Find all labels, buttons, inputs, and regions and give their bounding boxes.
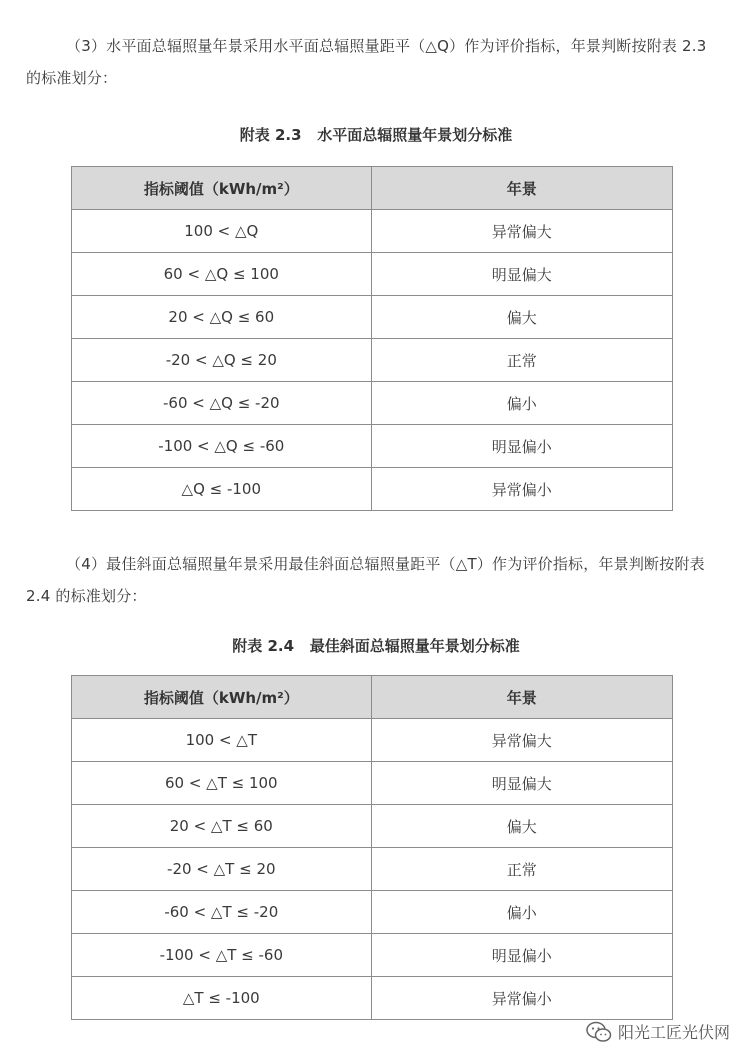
- watermark-text: 阳光工匠光伏网: [617, 1023, 730, 1042]
- table-row: [72, 762, 673, 805]
- threshold-cell: 20 < △T ≤ 60: [72, 805, 372, 848]
- section3-paragraph: （3）水平面总辐照量年景采用水平面总辐照量距平（△Q）作为评价指标，年景判断按附表 2.3 的标准划分：: [26, 37, 707, 87]
- year-type-cell: 正常: [371, 848, 672, 891]
- table-header-row: [72, 676, 673, 719]
- table-row: [72, 468, 673, 511]
- table-row: [72, 210, 673, 253]
- table-2-3-caption: 附表 2.3 水平面总辐照量年景划分标准: [239, 126, 513, 144]
- year-type-cell: 明显偏大: [371, 253, 672, 296]
- year-type-cell: 异常偏小: [371, 468, 672, 511]
- year-type-cell: 明显偏小: [371, 425, 672, 468]
- table-row: [72, 977, 673, 1020]
- table-row: [72, 296, 673, 339]
- threshold-cell: -60 < △T ≤ -20: [72, 891, 372, 934]
- year-type-cell: 偏小: [371, 891, 672, 934]
- threshold-cell: △Q ≤ -100: [72, 468, 372, 511]
- year-type-cell: 异常偏小: [371, 977, 672, 1020]
- threshold-cell: -20 < △Q ≤ 20: [72, 339, 372, 382]
- threshold-cell: -20 < △T ≤ 20: [72, 848, 372, 891]
- year-type-cell: 异常偏大: [371, 210, 672, 253]
- year-type-cell: 偏小: [371, 382, 672, 425]
- table-row: [72, 719, 673, 762]
- threshold-cell: 100 < △Q: [72, 210, 372, 253]
- threshold-cell: -100 < △T ≤ -60: [72, 934, 372, 977]
- header-threshold: 指标阈值（kWh/m²）: [72, 167, 372, 210]
- threshold-cell: 20 < △Q ≤ 60: [72, 296, 372, 339]
- threshold-cell: 100 < △T: [72, 719, 372, 762]
- table-row: [72, 425, 673, 468]
- watermark: [586, 1020, 730, 1043]
- table-row: [72, 805, 673, 848]
- table-2-4: [71, 675, 673, 1020]
- table-row: [72, 848, 673, 891]
- threshold-cell: △T ≤ -100: [72, 977, 372, 1020]
- header-year-type: 年景: [371, 676, 672, 719]
- table-row: [72, 339, 673, 382]
- threshold-cell: -60 < △Q ≤ -20: [72, 382, 372, 425]
- year-type-cell: 明显偏大: [371, 762, 672, 805]
- table-2-3: [71, 166, 673, 511]
- year-type-cell: 明显偏小: [371, 934, 672, 977]
- year-type-cell: 偏大: [371, 805, 672, 848]
- table-row: [72, 934, 673, 977]
- threshold-cell: 60 < △T ≤ 100: [72, 762, 372, 805]
- threshold-cell: -100 < △Q ≤ -60: [72, 425, 372, 468]
- table-row: [72, 891, 673, 934]
- header-year-type: 年景: [371, 167, 672, 210]
- table-2-4-caption: 附表 2.4 最佳斜面总辐照量年景划分标准: [232, 637, 520, 655]
- section4-paragraph: （4）最佳斜面总辐照量年景采用最佳斜面总辐照量距平（△T）作为评价指标，年景判断按附表 2.4 的标准划分：: [26, 555, 705, 605]
- header-threshold: 指标阈值（kWh/m²）: [72, 676, 372, 719]
- wechat-icon: [586, 1021, 612, 1043]
- table-row: [72, 253, 673, 296]
- year-type-cell: 正常: [371, 339, 672, 382]
- year-type-cell: 偏大: [371, 296, 672, 339]
- table-header-row: [72, 167, 673, 210]
- year-type-cell: 异常偏大: [371, 719, 672, 762]
- table-row: [72, 382, 673, 425]
- threshold-cell: 60 < △Q ≤ 100: [72, 253, 372, 296]
